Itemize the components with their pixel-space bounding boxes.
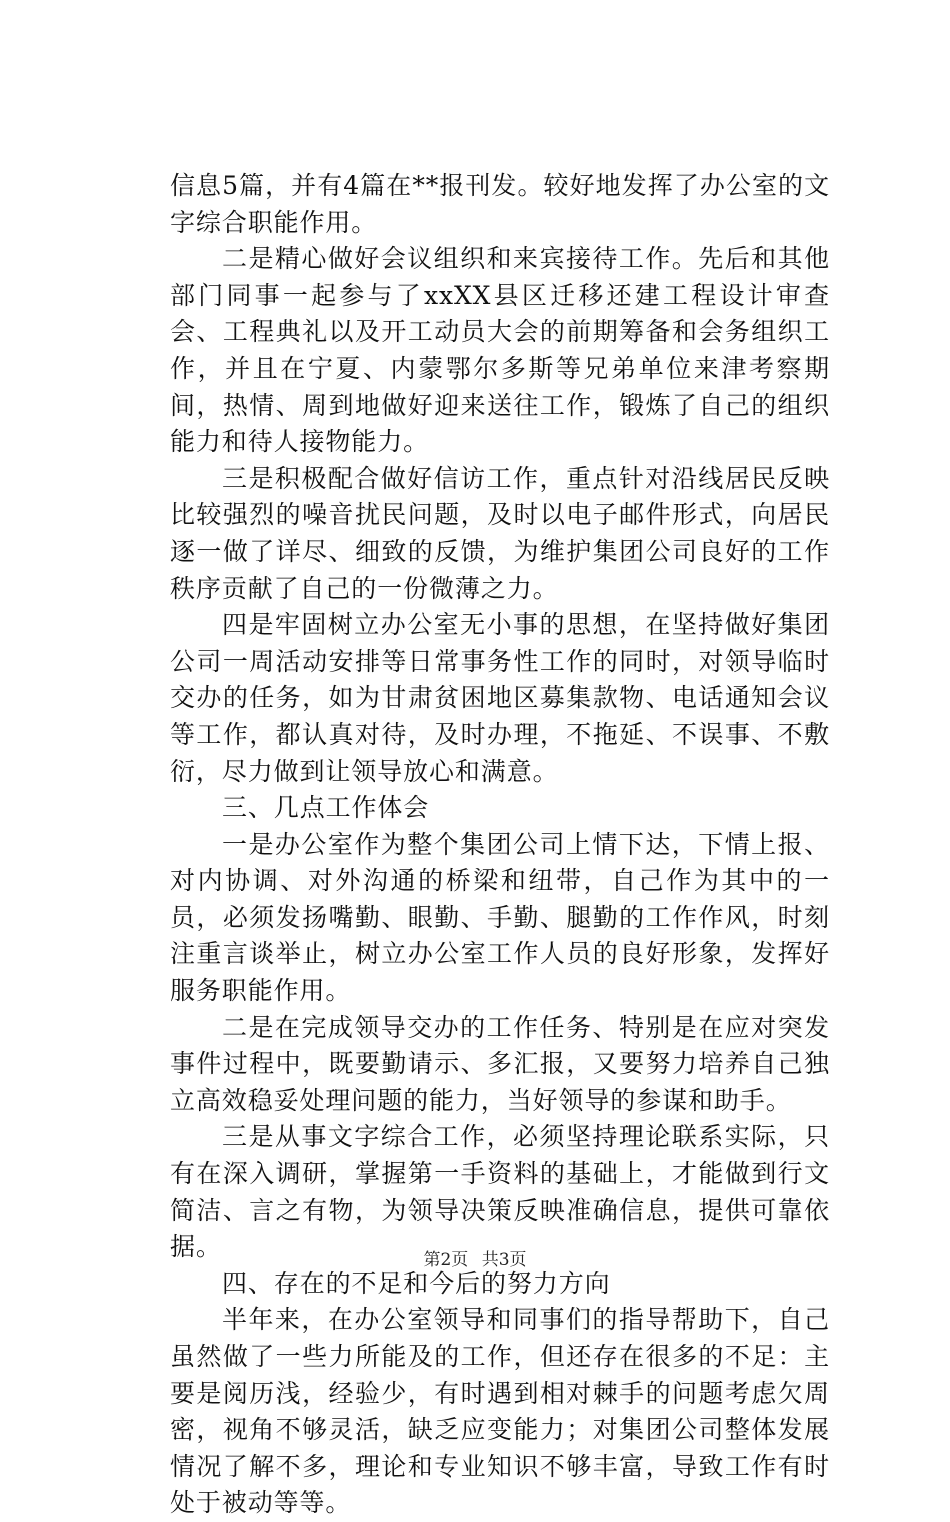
page-footer bbox=[0, 1245, 950, 1270]
paragraph-7: 三是从事文字综合工作，必须坚持理论联系实际，只有在深入调研，掌握第一手资料的基础上，才能做到行文简洁、言之有物，为领导决策反映准确信息，提供可靠依据。 bbox=[170, 1122, 830, 1262]
section-heading-3: 三、几点工作体会 bbox=[222, 793, 430, 823]
paragraph-6: 二是在完成领导交办的工作任务、特别是在应对突发事件过程中，既要勤请示、多汇报，又要努力培养自己独立高效稳妥处理问题的能力，当好领导的参谋和助手。 bbox=[170, 1012, 830, 1115]
section-heading-4: 四、存在的不足和今后的努力方向 bbox=[222, 1268, 611, 1298]
paragraph-8: 半年来，在办公室领导和同事们的指导帮助下，自己虽然做了一些力所能及的工作，但还存在很多的不足：主要是阅历浅，经验少，有时遇到相对棘手的问题考虑欠周密，视角不够灵活，缺乏应变能力；对集团公司整体发展情况了解不多，理论和专业知识不够丰富，导致工作有时处于被动等等。 bbox=[170, 1305, 830, 1518]
document-body bbox=[170, 168, 830, 1522]
paragraph-5: 一是办公室作为整个集团公司上情下达，下情上报、对内协调、对外沟通的桥梁和纽带，自己作为其中的一员，必须发扬嘴勤、眼勤、手勤、腿勤的工作作风，时刻注重言谈举止，树立办公室工作人员的良好形象，发挥好服务职能作用。 bbox=[170, 829, 830, 1006]
paragraph-3: 三是积极配合做好信访工作，重点针对沿线居民反映比较强烈的噪音扰民问题，及时以电子邮件形式，向居民逐一做了详尽、细致的反馈，为维护集团公司良好的工作秩序贡献了自己的一份微薄之力。 bbox=[170, 463, 830, 603]
page-total: 共3页 bbox=[481, 1250, 527, 1270]
paragraph-2: 二是精心做好会议组织和来宾接待工作。先后和其他部门同事一起参与了xxXX县区迁移还建工程设计审查会、工程典礼以及开工动员大会的前期筹备和会务组织工作，并且在宁夏、内蒙鄂尔多斯等兄弟单位来津考察期间，热情、周到地做好迎来送往工作，锻炼了自己的组织能力和待人接物能力。 bbox=[170, 244, 830, 457]
page-number: 第2页 bbox=[423, 1250, 469, 1270]
paragraph-4: 四是牢固树立办公室无小事的思想，在坚持做好集团公司一周活动安排等日常事务性工作的同时，对领导临时交办的任务，如为甘肃贫困地区募集款物、电话通知会议等工作，都认真对待，及时办理，不拖延、不误事、不敷衍，尽力做到让领导放心和满意。 bbox=[170, 610, 830, 786]
paragraph-1: 信息5篇，并有4篇在**报刊发。较好地发挥了办公室的文字综合职能作用。 bbox=[170, 171, 830, 237]
